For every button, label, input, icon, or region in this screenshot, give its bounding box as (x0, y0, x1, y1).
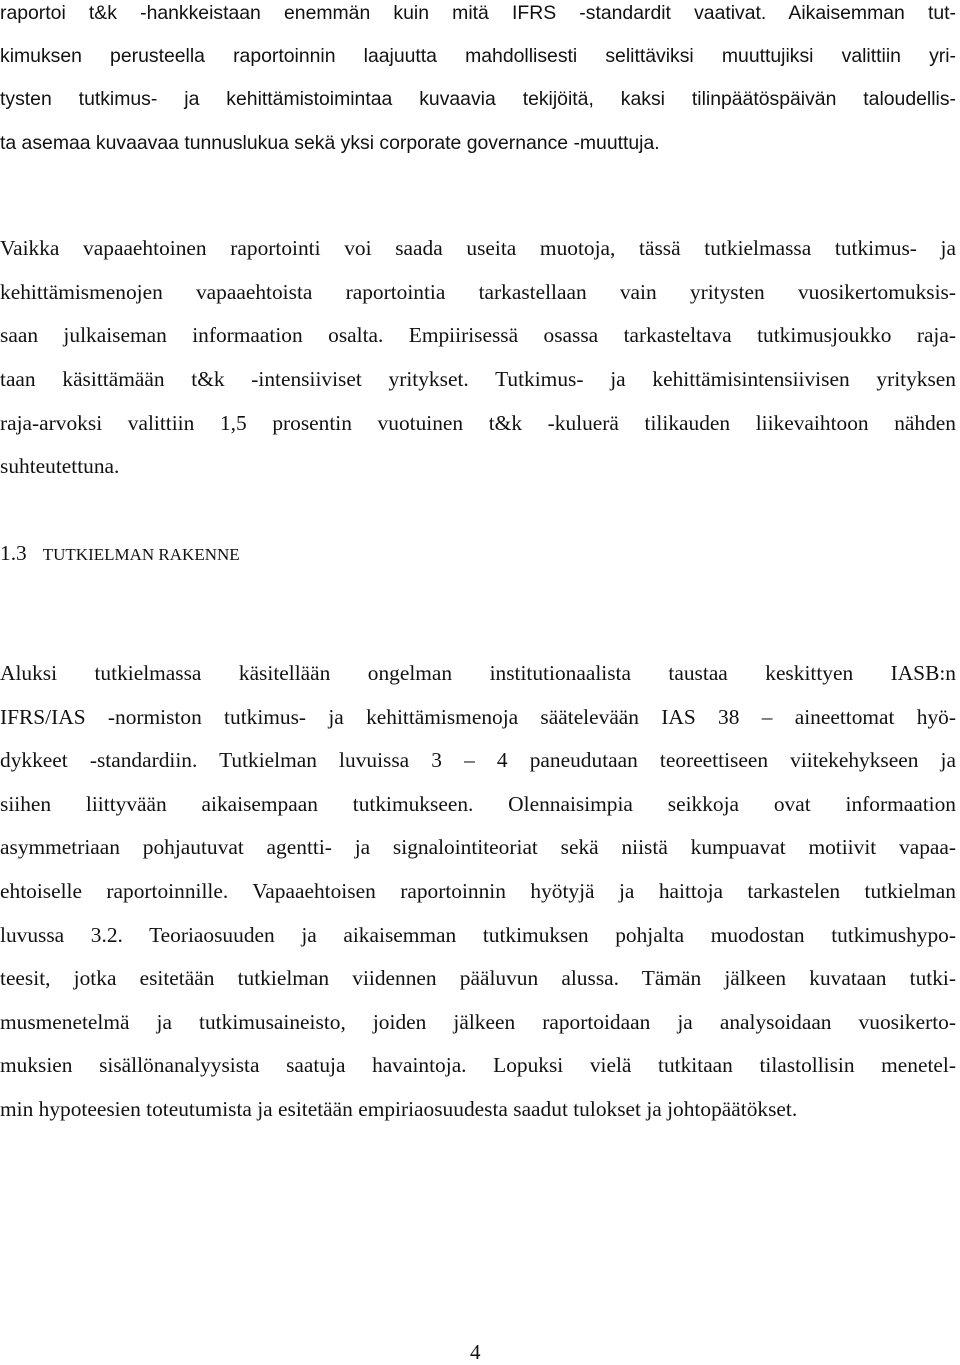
paragraph-line: muksien sisällönanalyysista saatuja havaintoja. Lopuksi vielä tutkitaan tilastollisin menetel- (0, 1053, 956, 1077)
paragraph-line: taan käsittämään t&k -intensiiviset yritykset. Tutkimus- ja kehittämisintensiivisen yrityksen (0, 367, 956, 391)
section-number: 1.3 (0, 541, 27, 565)
paragraph-line: teesit, jotka esitetään tutkielman viidennen pääluvun alussa. Tämän jälkeen kuvataan tutki- (0, 966, 956, 990)
paragraph-line: dykkeet -standardiin. Tutkielman luvuissa 3 – 4 paneudutaan teoreettiseen viitekehykseen ja (0, 748, 956, 772)
paragraph-line: Vaikka vapaaehtoinen raportointi voi saada useita muotoja, tässä tutkielmassa tutkimus- ja (0, 236, 956, 260)
paragraph-line: kimuksen perusteella raportoinnin laajuutta mahdollisesti selittäviksi muuttujiksi valittiin yri- (0, 45, 956, 67)
paragraph-line: suhteutettuna. (0, 454, 120, 478)
paragraph-line: min hypoteesien toteutumista ja esitetään empiriaosuudesta saadut tulokset ja johtopäätökset. (0, 1097, 798, 1121)
paragraph-line: IFRS/IAS -normiston tutkimus- ja kehittämismenoja säätelevään IAS 38 – aineettomat hyö- (0, 705, 956, 729)
section-title: TUTKIELMAN RAKENNE (42, 545, 240, 564)
paragraph-line: Aluksi tutkielmassa käsitellään ongelman institutionaalista taustaa keskittyen IASB:n (0, 661, 956, 685)
paragraph-line: tysten tutkimus- ja kehittämistoimintaa kuvaavia tekijöitä, kaksi tilinpäätöspäivän taloudellis- (0, 88, 956, 110)
section-heading (0, 540, 240, 569)
paragraph-line: kehittämismenojen vapaaehtoista raportointia tarkastellaan vain yritysten vuosikertomuksis- (0, 280, 956, 304)
paragraph-line: luvussa 3.2. Teoriaosuuden ja aikaisemman tutkimuksen pohjalta muodostan tutkimushypo- (0, 923, 956, 947)
paragraph-line: saan julkaiseman informaation osalta. Empiirisessä osassa tarkasteltava tutkimusjoukko raja- (0, 323, 956, 347)
paragraph-line: siihen liittyvään aikaisempaan tutkimukseen. Olennaisimpia seikkoja ovat informaation (0, 792, 956, 816)
paragraph-line: ta asemaa kuvaavaa tunnuslukua sekä yksi corporate governance -muuttuja. (0, 132, 660, 154)
paragraph-line: musmenetelmä ja tutkimusaineisto, joiden jälkeen raportoidaan ja analysoidaan vuosikerto- (0, 1010, 956, 1034)
paragraph-line: raja-arvoksi valittiin 1,5 prosentin vuotuinen t&k -kuluerä tilikauden liikevaihtoon nähden (0, 411, 956, 435)
page-number: 4 (470, 1340, 481, 1364)
paragraph-line: ehtoiselle raportoinnille. Vapaaehtoisen raportoinnin hyötyjä ja haittoja tarkastelen tutkielman (0, 879, 956, 903)
paragraph-line: raportoi t&k -hankkeistaan enemmän kuin mitä IFRS -standardit vaativat. Aikaisemman tut- (0, 2, 956, 24)
paragraph-line: asymmetriaan pohjautuvat agentti- ja signalointiteoriat sekä niistä kumpuavat motiivit vapaa- (0, 835, 956, 859)
